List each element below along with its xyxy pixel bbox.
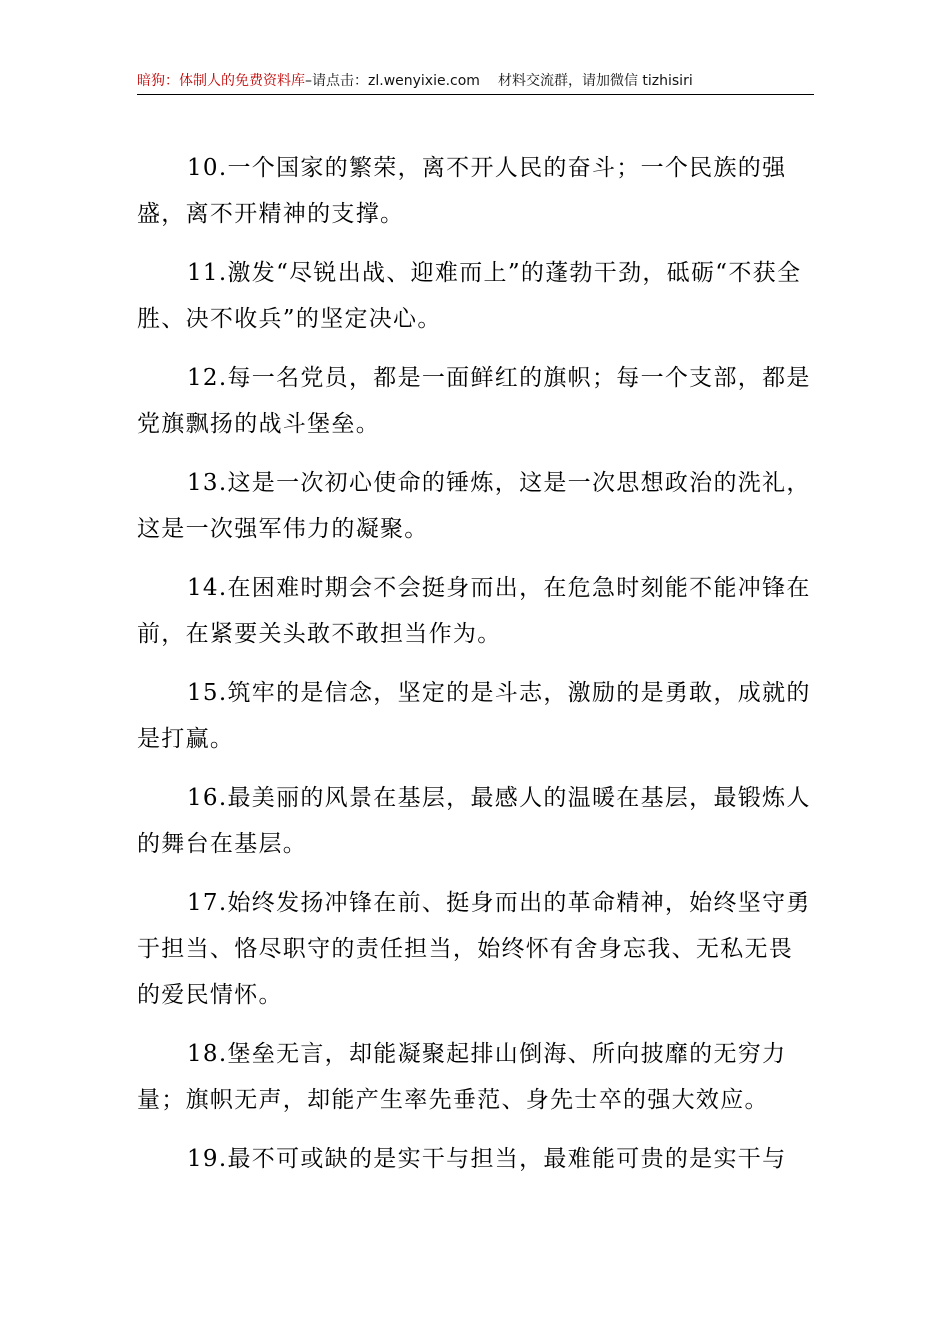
paragraph-13: 13.这是一次初心使命的锤炼，这是一次思想政治的洗礼，这是一次强军伟力的凝聚。 [137, 470, 811, 542]
header-brand: 暗狗：体制人的免费资料库 [137, 73, 305, 89]
document-body [137, 145, 813, 1195]
paragraph-17: 17.始终发扬冲锋在前、挺身而出的革命精神，始终坚守勇于担当、恪尽职守的责任担当，始终怀有舍身忘我、无私无畏的爱民情怀。 [137, 890, 811, 1008]
paragraph-18: 18.堡垒无言，却能凝聚起排山倒海、所向披靡的无穷力量；旗帜无声，却能产生率先垂范、身先士卒的强大效应。 [137, 1041, 787, 1113]
paragraph-16: 16.最美丽的风景在基层，最感人的温暖在基层，最锻炼人的舞台在基层。 [137, 785, 811, 857]
page-header [137, 70, 814, 92]
paragraph-19: 19.最不可或缺的是实干与担当，最难能可贵的是实干与 [187, 1146, 787, 1172]
paragraph-14: 14.在困难时期会不会挺身而出，在危急时刻能不能冲锋在前，在紧要关头敢不敢担当作为。 [137, 575, 811, 647]
header-link[interactable]: –请点击：zl.wenyixie.com [305, 73, 480, 89]
header-divider [137, 94, 814, 95]
paragraph-12: 12.每一名党员，都是一面鲜红的旗帜；每一个支部，都是党旗飘扬的战斗堡垒。 [137, 365, 811, 437]
paragraph-10: 10.一个国家的繁荣，离不开人民的奋斗；一个民族的强盛，离不开精神的支撑。 [137, 155, 787, 227]
paragraph-11: 11.激发“尽锐出战、迎难而上”的蓬勃干劲，砥砺“不获全胜、决不收兵”的坚定决心。 [137, 260, 802, 332]
header-contact: 材料交流群，请加微信 tizhisiri [497, 73, 693, 89]
paragraph-15: 15.筑牢的是信念，坚定的是斗志，激励的是勇敢，成就的是打赢。 [137, 680, 811, 752]
